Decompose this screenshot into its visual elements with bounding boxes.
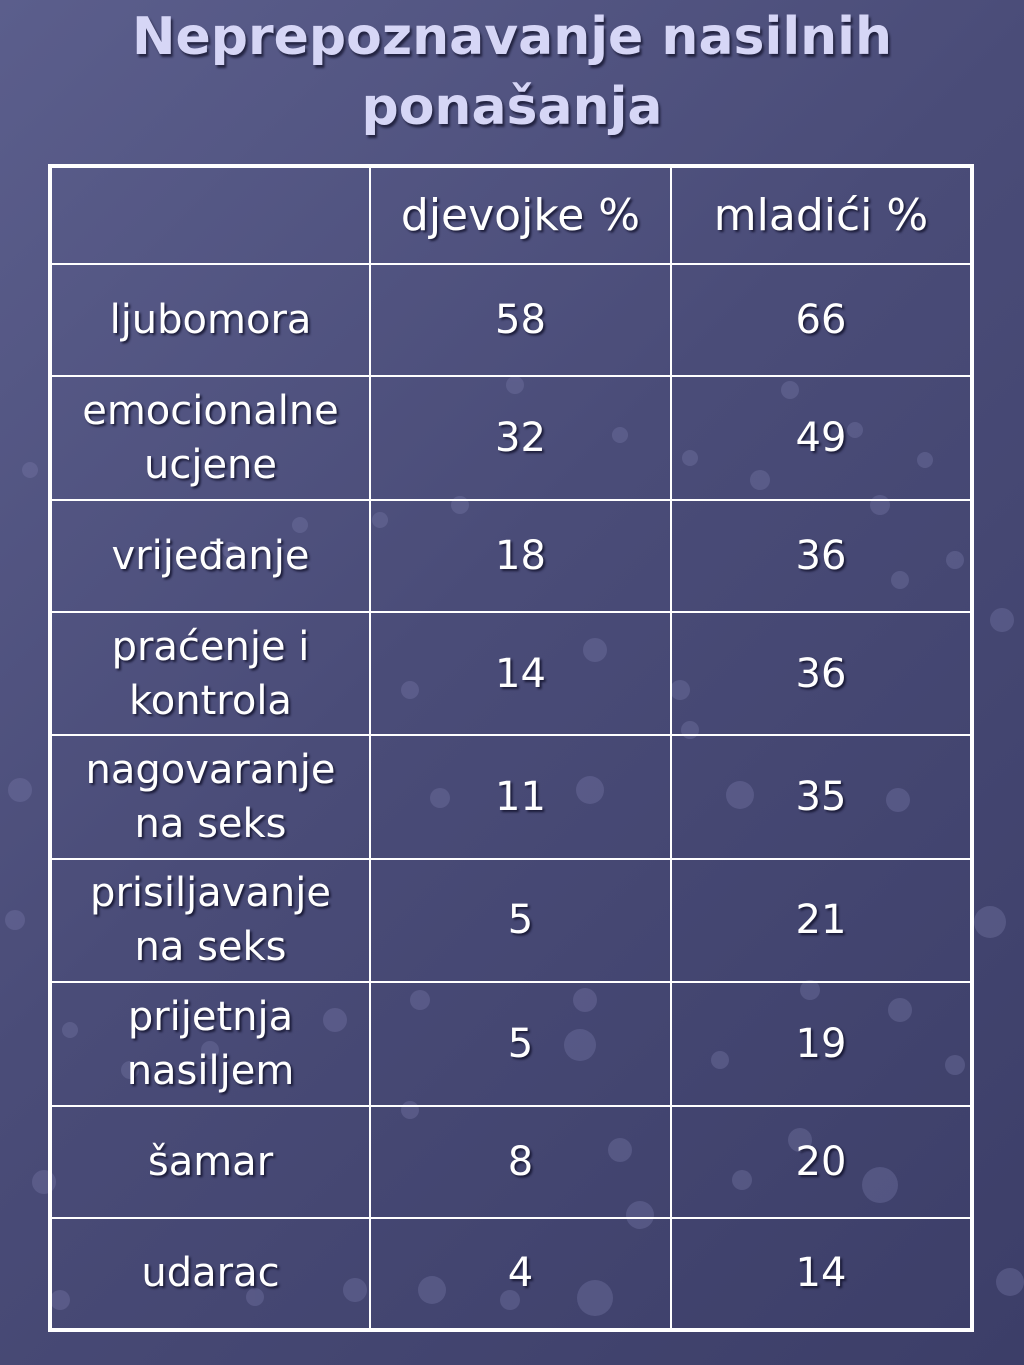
row-label: praćenje i kontrola — [50, 612, 370, 735]
cell-mladici: 21 — [671, 859, 972, 982]
table-row — [50, 376, 972, 499]
cell-djevojke: 11 — [370, 735, 671, 858]
cell-djevojke: 18 — [370, 500, 671, 612]
row-label: vrijeđanje — [50, 500, 370, 612]
page-title — [0, 2, 1024, 142]
cell-mladici: 14 — [671, 1218, 972, 1330]
row-label: šamar — [50, 1106, 370, 1218]
cell-djevojke: 32 — [370, 376, 671, 499]
table-header-row — [50, 166, 972, 264]
cell-mladici: 49 — [671, 376, 972, 499]
table-row — [50, 1218, 972, 1330]
cell-mladici: 19 — [671, 982, 972, 1105]
table-row — [50, 982, 972, 1105]
table-row — [50, 500, 972, 612]
cell-djevojke: 5 — [370, 859, 671, 982]
cell-mladici: 36 — [671, 612, 972, 735]
row-label: ljubomora — [50, 264, 370, 376]
data-table — [48, 164, 974, 1332]
row-label: prisiljavanje na seks — [50, 859, 370, 982]
header-empty — [50, 166, 370, 264]
cell-mladici: 66 — [671, 264, 972, 376]
cell-mladici: 36 — [671, 500, 972, 612]
cell-mladici: 20 — [671, 1106, 972, 1218]
cell-djevojke: 5 — [370, 982, 671, 1105]
table-row — [50, 612, 972, 735]
header-djevojke: djevojke % — [370, 166, 671, 264]
header-mladici: mladići % — [671, 166, 972, 264]
row-label: nagovaranje na seks — [50, 735, 370, 858]
cell-djevojke: 14 — [370, 612, 671, 735]
table-row — [50, 735, 972, 858]
table-row — [50, 264, 972, 376]
cell-mladici: 35 — [671, 735, 972, 858]
table-row — [50, 859, 972, 982]
table-row — [50, 1106, 972, 1218]
cell-djevojke: 58 — [370, 264, 671, 376]
cell-djevojke: 4 — [370, 1218, 671, 1330]
row-label: emocionalne ucjene — [50, 376, 370, 499]
row-label: prijetnja nasiljem — [50, 982, 370, 1105]
title-line-2: ponašanja — [361, 77, 663, 137]
cell-djevojke: 8 — [370, 1106, 671, 1218]
title-line-1: Neprepoznavanje nasilnih — [131, 7, 893, 67]
row-label: udarac — [50, 1218, 370, 1330]
